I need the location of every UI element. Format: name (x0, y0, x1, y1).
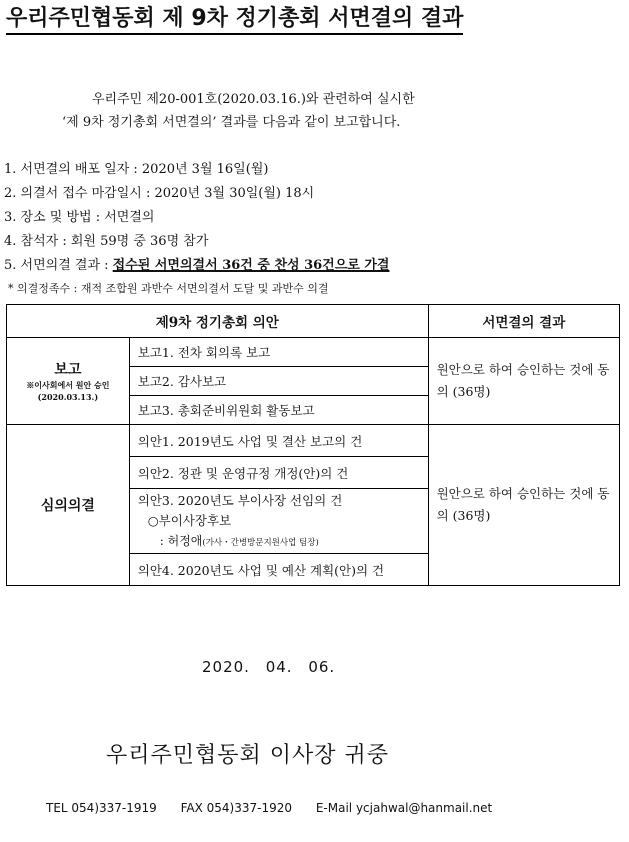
resolution-item-3-text: 의안3. 2020년도 부이사장 선임의 건 (137, 493, 343, 508)
category-report-date: (2020.03.13.) (37, 392, 99, 402)
document-date: 2020. 04. 06. (202, 658, 336, 676)
category-report (7, 338, 130, 425)
resolution-item-4: 의안4. 2020년도 사업 및 예산 계획(안)의 건 (129, 554, 428, 586)
document-title: 우리주민협동회 제 9차 정기총회 서면결의 결과 (6, 6, 463, 35)
item-result (4, 254, 390, 273)
candidate-name: : 허정애 (159, 534, 203, 548)
report-result: 원안으로 하여 승인하는 것에 동의 (36명) (428, 338, 619, 425)
category-report-note: ※이사회에서 원안 승인 (26, 380, 110, 390)
item-result-highlight: 접수된 서면의결서 36건 중 찬성 36건으로 가결 (112, 258, 390, 273)
resolution-item-2: 의안2. 정관 및 운영규정 개정(안)의 건 (129, 457, 428, 489)
item-deadline: 2. 의결서 접수 마감일시 : 2020년 3월 30일(월) 18시 (4, 186, 315, 201)
category-resolution-label: 심의의결 (40, 498, 95, 514)
item-attendees: 4. 참석자 : 회원 59명 중 36명 참가 (4, 234, 209, 249)
item-result-prefix: 5. 서면의결 결과 : (4, 258, 113, 273)
resolution-item-1: 의안1. 2019년도 사업 및 결산 보고의 건 (129, 425, 428, 457)
header-agenda: 제9차 정기총회 의안 (7, 305, 429, 338)
report-item-1: 보고1. 전차 회의록 보고 (129, 338, 428, 367)
vice-chair-candidate (160, 532, 428, 549)
category-resolution (7, 425, 130, 586)
item-place-method: 3. 장소 및 방법 : 서면결의 (4, 210, 155, 225)
contact-tel: TEL 054)337-1919 (46, 801, 157, 815)
addressee: 우리주민협동회 이사장 귀중 (106, 743, 390, 768)
vice-chair-candidate-label: ○부이사장후보 (147, 513, 232, 528)
quorum-note: * 의결정족수 : 재적 조합원 과반수 서면의결서 도달 및 과반수 의결 (8, 282, 329, 295)
intro-line-2: ‘제 9차 정기총회 서면결의’ 결과를 다음과 같이 보고합니다. (62, 115, 401, 130)
header-result: 서면결의 결과 (428, 305, 619, 338)
table-row (7, 425, 620, 457)
category-report-label: 보고 (54, 362, 82, 378)
item-distribution-date: 1. 서면결의 배포 일자 : 2020년 3월 16일(월) (4, 162, 269, 177)
report-item-2: 보고2. 감사보고 (129, 367, 428, 396)
table-row (7, 338, 620, 367)
report-item-3: 보고3. 총회준비위원회 활동보고 (129, 396, 428, 425)
candidate-detail: (가사・간병방문지원사업 팀장) (202, 538, 319, 548)
agenda-table (6, 304, 620, 586)
contact-info (46, 801, 512, 815)
contact-fax: FAX 054)337-1920 (180, 801, 293, 815)
table-header-row (7, 305, 620, 338)
intro-line-1: 우리주민 제20-001호(2020.03.16.)와 관련하여 실시한 (92, 92, 415, 107)
resolution-result: 원안으로 하여 승인하는 것에 동의 (36명) (428, 425, 619, 586)
contact-email: E-Mail ycjahwal@hanmail.net (315, 801, 493, 815)
resolution-item-3 (129, 489, 428, 554)
